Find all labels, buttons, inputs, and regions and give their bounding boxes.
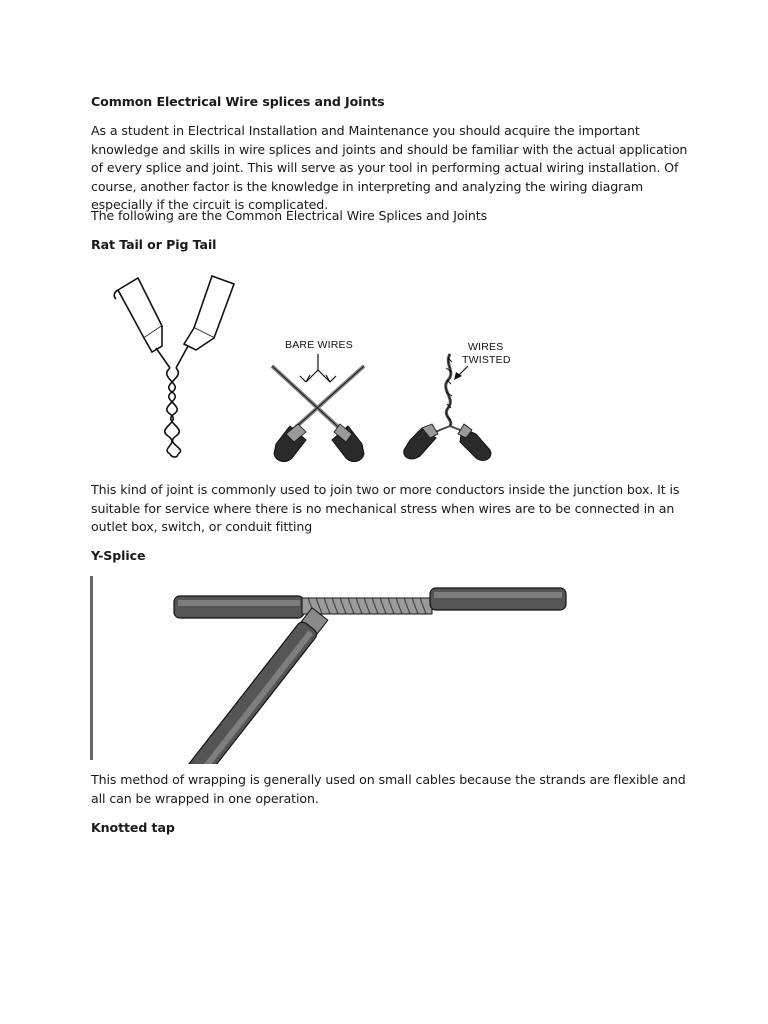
bare-wires-label: BARE WIRES [285,339,353,351]
section-heading-rat-tail: Rat Tail or Pig Tail [91,237,217,252]
wires-twisted-label-line2: TWISTED [462,354,511,366]
rat-tail-description: This kind of joint is commonly used to join two or more conductors inside the junction box. It is suitable for service where there is no mechanical stress when wires are to be connected in an outlet box, switch, or conduit fitting [91,482,680,534]
section-heading-y-splice: Y-Splice [91,548,146,563]
wires-twisted-illustration [404,341,511,460]
y-splice-figure [88,574,578,764]
rat-tail-figure [100,268,540,468]
list-intro: The following are the Common Electrical Wire Splices and Joints [91,208,488,223]
figure-border-line [90,576,93,760]
section-heading-knotted-tap: Knotted tap [91,820,175,835]
wires-twisted-label-line1: WIRES [468,341,504,353]
y-splice-illustration [174,588,566,764]
intro-paragraph: As a student in Electrical Installation and Maintenance you should acquire the important knowledge and skills in wire splices and joints and should be familiar with the actual application of every splice and joint. This will serve as your tool in performing actual wiring installation. Of course, another factor is the knowledge in interpreting and analyzing the wiring diagram especially if the circuit is complicated. [91,123,688,212]
y-splice-description: This method of wrapping is generally used on small cables because the strands are flexible and all can be wrapped in one operation. [91,772,686,806]
rat-tail-twisted-illustration [114,276,234,457]
document-title: Common Electrical Wire splices and Joints [91,94,385,109]
bare-wires-illustration [272,339,364,461]
